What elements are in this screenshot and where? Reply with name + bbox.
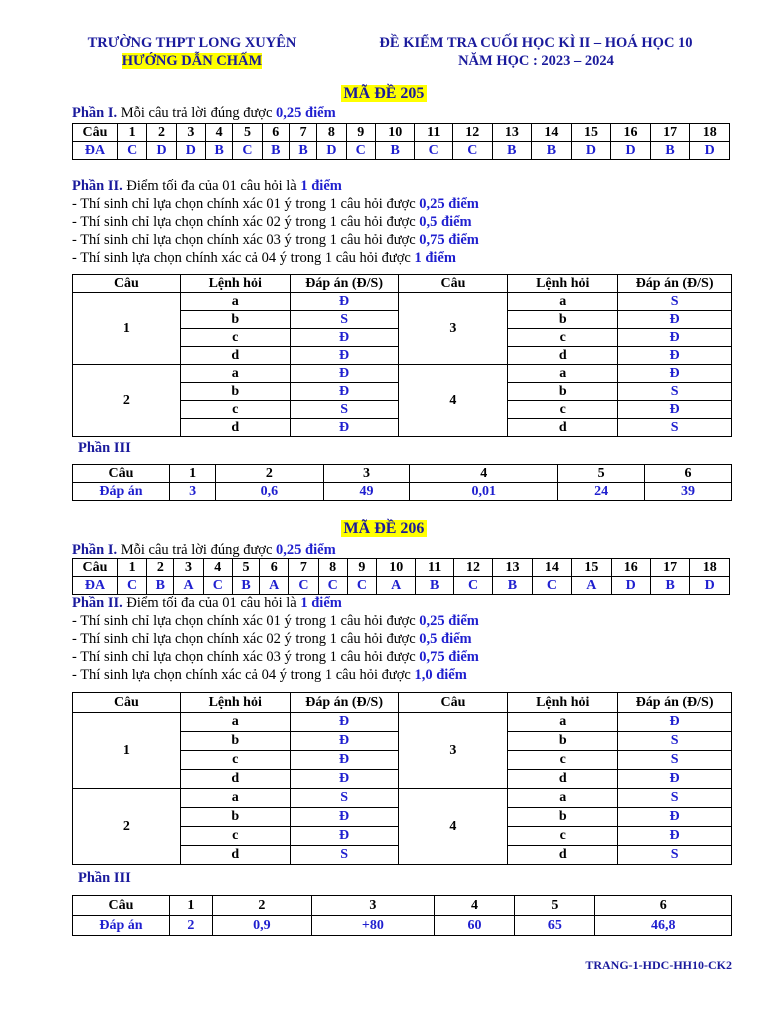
rule-3: - Thí sinh chỉ lựa chọn chính xác 03 ý trong 1 câu hỏi được 0,75 điểm xyxy=(72,232,479,248)
question-number: 6 xyxy=(260,559,289,577)
answer-cell: C xyxy=(203,577,232,595)
question-number: 5 xyxy=(515,896,595,916)
answer-cell: D xyxy=(690,142,730,160)
answer-cell: 46,8 xyxy=(595,916,732,936)
item-letter: b xyxy=(508,383,618,401)
question-number: 12 xyxy=(453,124,493,142)
question-number: 4 xyxy=(434,896,514,916)
part2-line: Phần II. Điểm tối đa của 01 câu hỏi là 1 điểm xyxy=(72,178,342,194)
item-letter: d xyxy=(508,347,618,365)
table-header-row xyxy=(73,275,732,293)
part2-table xyxy=(72,274,732,437)
part1-line: Phần I. Mỗi câu trả lời đúng được 0,25 điểm xyxy=(72,105,336,121)
question-number: 9 xyxy=(347,559,376,577)
answer-cell: 24 xyxy=(558,483,645,501)
part1-line: Phần I. Mỗi câu trả lời đúng được 0,25 điểm xyxy=(72,542,336,558)
answer-cell: 3 xyxy=(170,483,216,501)
true-false-answer: Đ xyxy=(618,347,732,365)
column-header: Đáp án (Đ/S) xyxy=(290,275,398,293)
question-number: 4 xyxy=(410,465,558,483)
question-number: 1 xyxy=(170,896,213,916)
item-letter: b xyxy=(180,311,290,329)
question-number: 6 xyxy=(595,896,732,916)
true-false-answer: S xyxy=(618,419,732,437)
answer-cell: B xyxy=(262,142,289,160)
question-number: 1 xyxy=(73,713,181,789)
question-number: 2 xyxy=(147,124,176,142)
row-answer-label: ĐA xyxy=(73,142,118,160)
answer-cell: +80 xyxy=(311,916,434,936)
question-number: 13 xyxy=(492,124,532,142)
answer-cell: 49 xyxy=(323,483,410,501)
question-number: 5 xyxy=(558,465,645,483)
true-false-answer: Đ xyxy=(290,419,398,437)
question-number: 8 xyxy=(317,124,346,142)
question-number: 3 xyxy=(176,124,205,142)
question-number: 5 xyxy=(233,124,262,142)
question-number: 3 xyxy=(311,896,434,916)
doc-type: HƯỚNG DẪN CHẤM xyxy=(121,53,263,69)
true-false-answer: Đ xyxy=(290,347,398,365)
answer-cell: D xyxy=(317,142,346,160)
true-false-answer: S xyxy=(618,383,732,401)
answer-cell: C xyxy=(289,577,318,595)
rule-4: - Thí sinh lựa chọn chính xác cả 04 ý trong 1 câu hỏi được 1 điểm xyxy=(72,250,456,266)
true-false-answer: Đ xyxy=(618,713,732,732)
answer-cell: C xyxy=(415,142,453,160)
table-row xyxy=(73,365,732,383)
exam-title: ĐỀ KIỂM TRA CUỐI HỌC KÌ II – HOÁ HỌC 10 xyxy=(379,35,693,51)
part2-table xyxy=(72,692,732,865)
answer-cell: B xyxy=(206,142,233,160)
item-letter: c xyxy=(508,401,618,419)
true-false-answer: S xyxy=(290,311,398,329)
answer-cell: 2 xyxy=(170,916,213,936)
question-number: 15 xyxy=(572,559,611,577)
answer-cell: D xyxy=(611,142,651,160)
true-false-answer: Đ xyxy=(618,827,732,846)
column-header: Đáp án (Đ/S) xyxy=(290,693,398,713)
answer-cell: 0,01 xyxy=(410,483,558,501)
question-number: 1 xyxy=(118,124,147,142)
true-false-answer: Đ xyxy=(618,401,732,419)
item-letter: a xyxy=(180,293,290,311)
question-number: 10 xyxy=(377,559,416,577)
item-letter: c xyxy=(508,827,618,846)
answer-cell: C xyxy=(453,142,493,160)
answer-cell: C xyxy=(118,577,147,595)
table-row xyxy=(73,713,732,732)
table-row xyxy=(73,293,732,311)
answer-cell: 0,9 xyxy=(212,916,311,936)
question-number: 2 xyxy=(212,896,311,916)
answer-cell: A xyxy=(174,577,203,595)
question-number: 4 xyxy=(398,365,508,437)
item-letter: d xyxy=(508,419,618,437)
true-false-answer: Đ xyxy=(618,329,732,347)
column-header: Câu xyxy=(73,693,181,713)
column-header: Lệnh hỏi xyxy=(508,693,618,713)
true-false-answer: Đ xyxy=(290,293,398,311)
answer-cell: B xyxy=(289,142,316,160)
page-footer: TRANG-1-HDC-HH10-CK2 xyxy=(585,958,732,972)
answer-cell: D xyxy=(690,577,730,595)
question-number: 3 xyxy=(398,713,508,789)
answer-cell: D xyxy=(147,142,176,160)
question-number: 6 xyxy=(645,465,732,483)
school-header xyxy=(72,34,312,70)
question-number: 16 xyxy=(611,124,651,142)
true-false-answer: Đ xyxy=(290,365,398,383)
answer-cell: 0,6 xyxy=(216,483,323,501)
part1-table xyxy=(72,558,730,595)
table-header-row xyxy=(73,693,732,713)
answer-cell: A xyxy=(377,577,416,595)
answer-cell: D xyxy=(176,142,205,160)
item-letter: b xyxy=(508,311,618,329)
item-letter: a xyxy=(180,713,290,732)
true-false-answer: S xyxy=(290,846,398,865)
answer-cell: B xyxy=(650,142,690,160)
item-letter: b xyxy=(508,808,618,827)
question-number: 1 xyxy=(73,293,181,365)
answer-cell: A xyxy=(260,577,289,595)
rule-3: - Thí sinh chỉ lựa chọn chính xác 03 ý trong 1 câu hỏi được 0,75 điểm xyxy=(72,649,479,665)
item-letter: d xyxy=(508,846,618,865)
item-letter: c xyxy=(180,329,290,347)
item-letter: b xyxy=(180,383,290,401)
question-number: 13 xyxy=(493,559,532,577)
question-number: 12 xyxy=(453,559,492,577)
part3-label: Phần III xyxy=(78,440,131,456)
true-false-answer: S xyxy=(618,846,732,865)
answer-cell: B xyxy=(493,577,532,595)
true-false-answer: Đ xyxy=(290,751,398,770)
exam-code-206: MÃ ĐỀ 206 xyxy=(0,520,768,538)
question-number: 8 xyxy=(318,559,347,577)
item-letter: c xyxy=(508,751,618,770)
question-number: 2 xyxy=(147,559,174,577)
rule-1: - Thí sinh chỉ lựa chọn chính xác 01 ý trong 1 câu hỏi được 0,25 điểm xyxy=(72,613,479,629)
answer-cell: C xyxy=(233,142,262,160)
table-row xyxy=(73,789,732,808)
true-false-answer: S xyxy=(290,401,398,419)
answer-cell: B xyxy=(375,142,415,160)
answer-cell: C xyxy=(318,577,347,595)
question-number: 3 xyxy=(323,465,410,483)
column-header: Câu xyxy=(398,275,508,293)
item-letter: a xyxy=(508,713,618,732)
column-header: Đáp án (Đ/S) xyxy=(618,693,732,713)
column-header: Lệnh hỏi xyxy=(180,275,290,293)
column-header: Câu xyxy=(398,693,508,713)
school-year: NĂM HỌC : 2023 – 2024 xyxy=(458,53,614,69)
true-false-answer: S xyxy=(618,751,732,770)
question-number: 15 xyxy=(571,124,611,142)
row-answer-label: Đáp án xyxy=(73,916,170,936)
row-header: Câu xyxy=(73,559,118,577)
question-number: 9 xyxy=(346,124,375,142)
question-number: 11 xyxy=(416,559,453,577)
rule-1: - Thí sinh chỉ lựa chọn chính xác 01 ý trong 1 câu hỏi được 0,25 điểm xyxy=(72,196,479,212)
item-letter: b xyxy=(180,732,290,751)
true-false-answer: Đ xyxy=(290,713,398,732)
row-header: Câu xyxy=(73,124,118,142)
item-letter: c xyxy=(180,751,290,770)
question-number: 5 xyxy=(232,559,259,577)
item-letter: b xyxy=(180,808,290,827)
question-number: 1 xyxy=(118,559,147,577)
question-number: 3 xyxy=(398,293,508,365)
item-letter: a xyxy=(180,789,290,808)
question-number: 16 xyxy=(611,559,650,577)
row-header: Câu xyxy=(73,465,170,483)
row-answer-label: ĐA xyxy=(73,577,118,595)
column-header: Đáp án (Đ/S) xyxy=(618,275,732,293)
item-letter: d xyxy=(180,770,290,789)
answer-cell: B xyxy=(232,577,259,595)
answer-cell: D xyxy=(571,142,611,160)
item-letter: d xyxy=(508,770,618,789)
part3-label: Phần III xyxy=(78,870,131,886)
answer-cell: C xyxy=(532,577,571,595)
item-letter: a xyxy=(508,789,618,808)
item-letter: a xyxy=(508,365,618,383)
question-number: 2 xyxy=(73,365,181,437)
question-number: 6 xyxy=(262,124,289,142)
true-false-answer: Đ xyxy=(290,732,398,751)
rule-4: - Thí sinh lựa chọn chính xác cả 04 ý trong 1 câu hỏi được 1,0 điểm xyxy=(72,667,467,683)
question-number: 11 xyxy=(415,124,453,142)
question-number: 14 xyxy=(532,559,571,577)
item-letter: d xyxy=(180,419,290,437)
item-letter: d xyxy=(180,846,290,865)
part2-line: Phần II. Điểm tối đa của 01 câu hỏi là 1 điểm xyxy=(72,595,342,611)
question-number: 4 xyxy=(203,559,232,577)
answer-cell: 65 xyxy=(515,916,595,936)
row-header: Câu xyxy=(73,896,170,916)
answer-cell: C xyxy=(347,577,376,595)
question-number: 1 xyxy=(170,465,216,483)
question-number: 4 xyxy=(398,789,508,865)
item-letter: c xyxy=(508,329,618,347)
question-number: 18 xyxy=(690,559,730,577)
item-letter: b xyxy=(508,732,618,751)
question-number: 17 xyxy=(650,559,689,577)
exam-header xyxy=(356,34,716,70)
answer-cell: B xyxy=(650,577,689,595)
question-number: 7 xyxy=(289,124,316,142)
true-false-answer: Đ xyxy=(290,770,398,789)
item-letter: c xyxy=(180,401,290,419)
part3-table xyxy=(72,895,732,936)
row-answer-label: Đáp án xyxy=(73,483,170,501)
true-false-answer: Đ xyxy=(618,311,732,329)
rule-2: - Thí sinh chỉ lựa chọn chính xác 02 ý trong 1 câu hỏi được 0,5 điểm xyxy=(72,214,472,230)
item-letter: d xyxy=(180,347,290,365)
question-number: 2 xyxy=(216,465,323,483)
answer-cell: B xyxy=(532,142,572,160)
question-number: 7 xyxy=(289,559,318,577)
question-number: 10 xyxy=(375,124,415,142)
true-false-answer: S xyxy=(290,789,398,808)
true-false-answer: S xyxy=(618,789,732,808)
true-false-answer: Đ xyxy=(290,827,398,846)
answer-cell: B xyxy=(147,577,174,595)
part3-table xyxy=(72,464,732,501)
column-header: Câu xyxy=(73,275,181,293)
answer-cell: 60 xyxy=(434,916,514,936)
true-false-answer: Đ xyxy=(618,770,732,789)
item-letter: c xyxy=(180,827,290,846)
question-number: 18 xyxy=(690,124,730,142)
rule-2: - Thí sinh chỉ lựa chọn chính xác 02 ý trong 1 câu hỏi được 0,5 điểm xyxy=(72,631,472,647)
answer-cell: D xyxy=(611,577,650,595)
answer-cell: B xyxy=(416,577,453,595)
answer-cell: C xyxy=(346,142,375,160)
column-header: Lệnh hỏi xyxy=(180,693,290,713)
school-name: TRƯỜNG THPT LONG XUYÊN xyxy=(87,35,297,51)
true-false-answer: Đ xyxy=(290,329,398,347)
item-letter: a xyxy=(508,293,618,311)
true-false-answer: Đ xyxy=(618,365,732,383)
true-false-answer: S xyxy=(618,293,732,311)
answer-cell: B xyxy=(492,142,532,160)
true-false-answer: Đ xyxy=(290,383,398,401)
true-false-answer: Đ xyxy=(290,808,398,827)
question-number: 3 xyxy=(174,559,203,577)
answer-cell: C xyxy=(453,577,492,595)
question-number: 17 xyxy=(650,124,690,142)
true-false-answer: S xyxy=(618,732,732,751)
answer-cell: C xyxy=(118,142,147,160)
question-number: 2 xyxy=(73,789,181,865)
question-number: 14 xyxy=(532,124,572,142)
part1-table xyxy=(72,123,730,160)
exam-code-205: MÃ ĐỀ 205 xyxy=(0,85,768,103)
answer-cell: A xyxy=(572,577,611,595)
answer-cell: 39 xyxy=(645,483,732,501)
question-number: 4 xyxy=(206,124,233,142)
item-letter: a xyxy=(180,365,290,383)
true-false-answer: Đ xyxy=(618,808,732,827)
column-header: Lệnh hỏi xyxy=(508,275,618,293)
